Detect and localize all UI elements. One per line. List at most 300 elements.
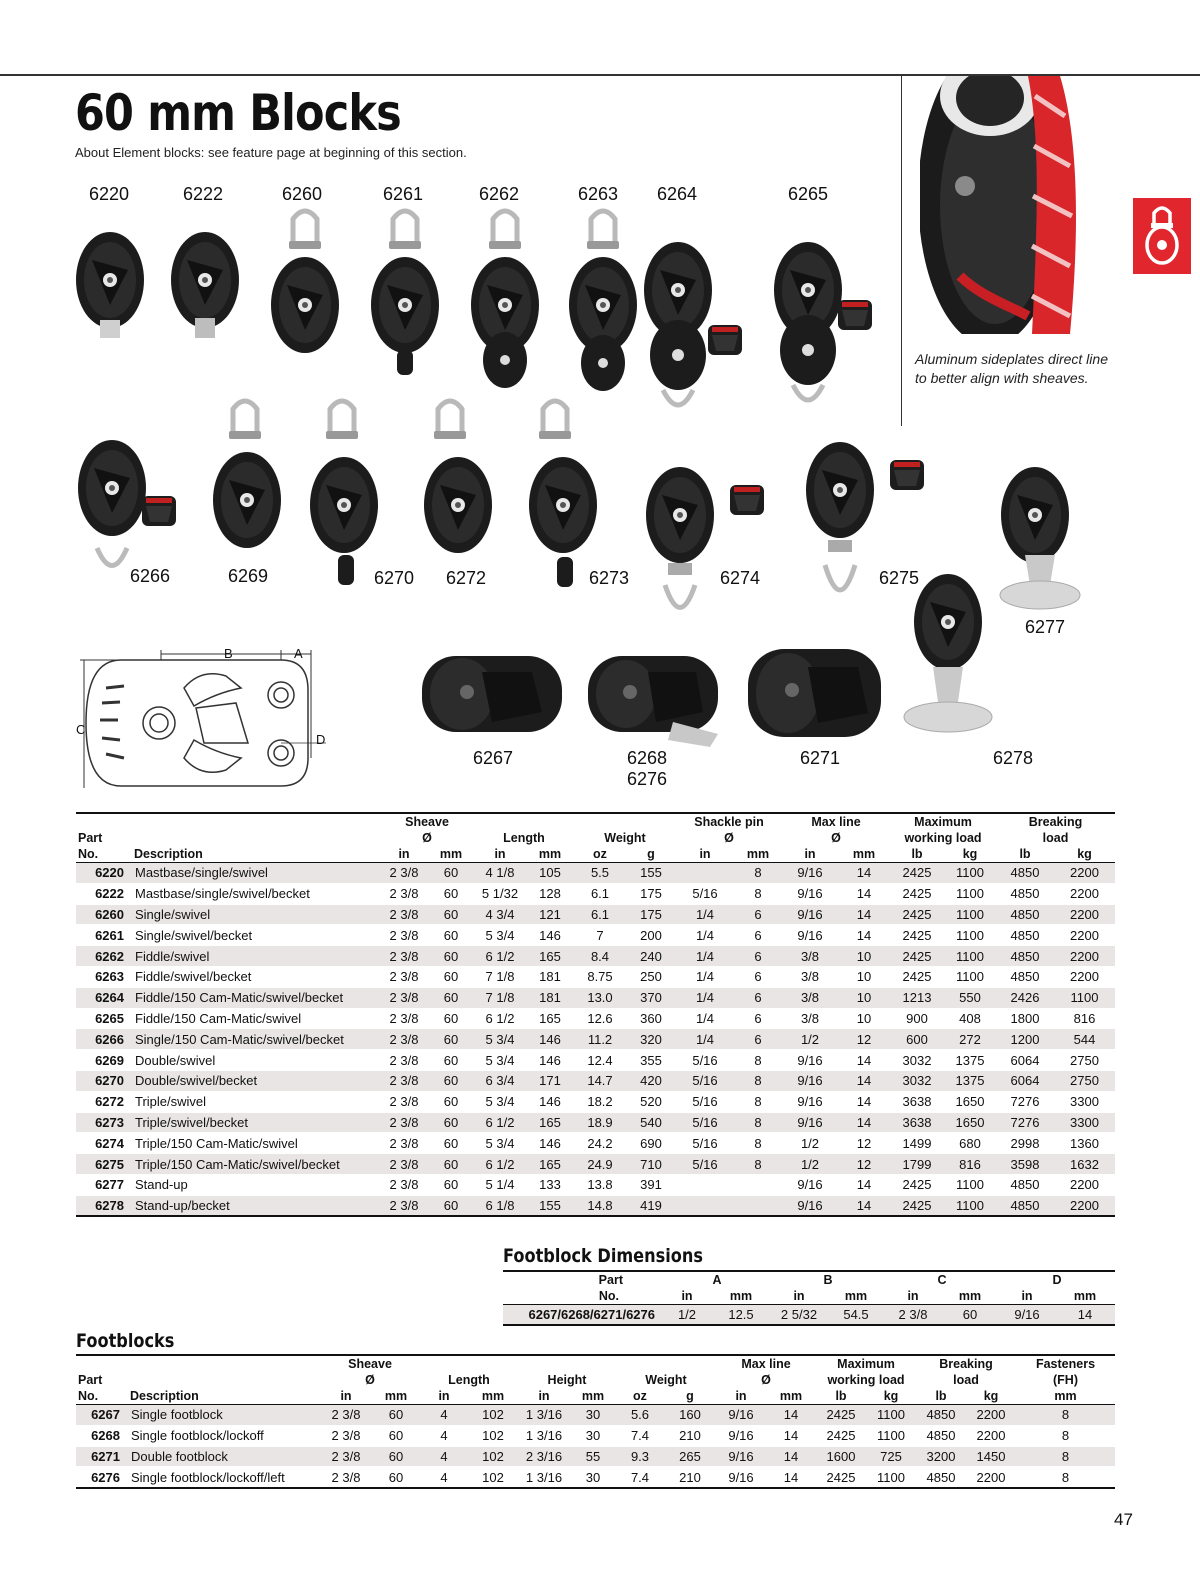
unit-header: lb [816,1388,866,1405]
value-cell: 8 [734,1133,782,1154]
value-cell: 3/8 [782,966,838,987]
value-cell [676,1174,734,1195]
part-number: 6263 [76,966,132,987]
value-cell: 1375 [944,1070,996,1091]
value-cell: 60 [428,1195,474,1216]
value-cell: 12.4 [574,1050,626,1071]
unit-header: in [771,1288,827,1305]
value-cell: 2425 [890,863,944,884]
value-cell: 7 [574,925,626,946]
product-label: 6266 [130,566,171,586]
table-row [76,987,1115,1008]
unit-header: oz [616,1388,664,1405]
unit-header: mm [428,846,474,863]
value-cell: 14 [766,1467,816,1488]
table-row [503,1305,1115,1326]
header-weight: Weight [604,831,646,845]
product-label: 6270 [374,568,415,588]
product-label: 6272 [446,568,487,588]
table-row [76,1070,1115,1091]
value-cell: 10 [838,966,890,987]
description-cell: Single/swivel [132,904,380,925]
value-cell: 7 1/8 [474,987,526,1008]
value-cell: 2 3/8 [380,863,428,884]
value-cell: 3/8 [782,946,838,967]
value-cell: 6 3/4 [474,1070,526,1091]
value-cell: 146 [526,1133,574,1154]
value-cell [676,1195,734,1216]
value-cell: 2 3/8 [380,987,428,1008]
value-cell: 3300 [1054,1091,1115,1112]
value-cell: 1650 [944,1091,996,1112]
description-cell: Double/swivel [132,1050,380,1071]
value-cell: 14.8 [574,1195,626,1216]
value-cell: 1/2 [782,1154,838,1175]
block-image-6265 [768,210,898,425]
value-cell: 5 3/4 [474,925,526,946]
table-row [76,1008,1115,1029]
value-cell: 2426 [996,987,1054,1008]
table-row [76,966,1115,987]
value-cell: 680 [944,1133,996,1154]
product-label: 6222 [183,184,224,204]
description-cell: Single/swivel/becket [132,925,380,946]
value-cell: 210 [664,1467,716,1488]
unit-header: g [664,1388,716,1405]
unit-header: in [420,1388,468,1405]
value-cell: 2 3/8 [380,966,428,987]
value-cell: 12.6 [574,1008,626,1029]
value-cell: 14 [838,1070,890,1091]
description-cell: Double/swivel/becket [132,1070,380,1091]
block-image-6278 [900,552,995,747]
table-row [76,1425,1115,1446]
product-label: 6278 [993,748,1034,768]
part-number: 6274 [76,1133,132,1154]
value-cell: 60 [428,1112,474,1133]
fb-header-breaking-2: load [953,1373,979,1387]
value-cell: 725 [866,1446,916,1467]
value-cell: 2 3/8 [380,1195,428,1216]
table-row [76,1050,1115,1071]
part-number: 6272 [76,1091,132,1112]
unit-header: oz [574,846,626,863]
part-number: 6266 [76,1029,132,1050]
diagram-label-d: D [316,732,326,747]
value-cell: 1100 [944,925,996,946]
value-cell: 2 3/8 [380,1050,428,1071]
dim-header-c: C [885,1271,999,1288]
product-label: 6269 [228,566,269,586]
value-cell: 13.0 [574,987,626,1008]
header-breaking: Breaking [996,813,1115,830]
header-sheave: Sheave [380,813,474,830]
value-cell: 2 3/8 [320,1405,372,1426]
value-cell: 3032 [890,1050,944,1071]
table-row [76,946,1115,967]
value-cell: 1800 [996,1008,1054,1029]
header-mwl-2: working load [904,831,982,845]
unit-header: in [663,1288,711,1305]
value-cell: 5/16 [676,1112,734,1133]
value-cell: 175 [626,883,676,904]
value-cell: 5 3/4 [474,1091,526,1112]
block-image-6262 [465,205,545,400]
value-cell: 200 [626,925,676,946]
description-cell: Fiddle/150 Cam-Matic/swivel/becket [132,987,380,1008]
part-number: 6273 [76,1112,132,1133]
value-cell: 2425 [816,1467,866,1488]
value-cell: 102 [468,1425,518,1446]
value-cell: 2 3/16 [518,1446,570,1467]
value-cell: 24.9 [574,1154,626,1175]
value-cell: 2 3/8 [885,1305,941,1326]
value-cell: 60 [428,987,474,1008]
value-cell: 14.7 [574,1070,626,1091]
unit-header: lb [996,846,1054,863]
value-cell: 1/4 [676,966,734,987]
value-cell: 1100 [944,883,996,904]
description-cell: Fiddle/swivel/becket [132,966,380,987]
value-cell: 408 [944,1008,996,1029]
value-cell: 60 [428,925,474,946]
description-cell: Single footblock/lockoff [128,1425,320,1446]
value-cell: 1100 [944,863,996,884]
value-cell: 2998 [996,1133,1054,1154]
value-cell: 14 [838,1195,890,1216]
fb-header-weight: Weight [645,1373,687,1387]
block-image-6263 [563,205,643,410]
fb-header-mwl-2: working load [827,1373,905,1387]
unit-header: mm [766,1388,816,1405]
value-cell: 2425 [890,925,944,946]
value-cell: 2 3/8 [380,1154,428,1175]
unit-header: in [782,846,838,863]
product-label: 6268 [627,748,668,768]
value-cell: 1/4 [676,904,734,925]
value-cell: 14 [838,1174,890,1195]
value-cell: 7.4 [616,1467,664,1488]
hero-image [920,76,1100,334]
value-cell: 146 [526,1029,574,1050]
table-row [76,1467,1115,1488]
footblocks-spec-table [76,1354,1115,1489]
value-cell: 6 [734,987,782,1008]
value-cell: 544 [1054,1029,1115,1050]
table-row [76,925,1115,946]
value-cell: 9/16 [716,1425,766,1446]
value-cell: 9/16 [999,1305,1055,1326]
value-cell: 816 [944,1154,996,1175]
value-cell: 60 [428,1091,474,1112]
value-cell: 30 [570,1405,616,1426]
value-cell: 2750 [1054,1070,1115,1091]
value-cell: 1100 [944,1195,996,1216]
value-cell: 6 [734,904,782,925]
part-number: 6220 [76,863,132,884]
value-cell: 9/16 [782,925,838,946]
value-cell: 181 [526,987,574,1008]
value-cell: 272 [944,1029,996,1050]
product-label: 6273 [589,568,630,588]
value-cell: 60 [428,1070,474,1091]
value-cell: 1100 [1054,987,1115,1008]
value-cell: 2 3/8 [380,904,428,925]
footblock-dimension-diagram [76,648,326,788]
value-cell: 12 [838,1154,890,1175]
value-cell: 1/2 [663,1305,711,1326]
value-cell: 4 3/4 [474,904,526,925]
value-cell: 4850 [996,966,1054,987]
block-image-6220 [70,210,150,345]
table-row [76,1154,1115,1175]
block-image-6274 [640,445,790,635]
value-cell: 7276 [996,1091,1054,1112]
unit-header: in [474,846,526,863]
value-cell: 3/8 [782,987,838,1008]
value-cell: 2425 [816,1405,866,1426]
value-cell: 1100 [944,904,996,925]
table-row [76,1174,1115,1195]
value-cell: 2200 [966,1405,1016,1426]
product-label: 6265 [788,184,829,204]
value-cell: 391 [626,1174,676,1195]
value-cell: 60 [428,883,474,904]
product-label: 6261 [383,184,424,204]
value-cell: 30 [570,1425,616,1446]
value-cell: 9/16 [782,1091,838,1112]
block-image-6277 [995,445,1085,620]
block-image-6261 [365,205,445,385]
value-cell: 6.1 [574,883,626,904]
part-number: 6264 [76,987,132,1008]
dim-header-part: Part [503,1271,663,1288]
value-cell: 14 [1055,1305,1115,1326]
diagram-label-c: C [76,722,86,737]
fb-header-sheave-sym: Ø [365,1373,375,1387]
value-cell: 1100 [866,1467,916,1488]
value-cell: 165 [526,946,574,967]
value-cell: 4850 [996,904,1054,925]
footblocks-title: Footblocks [76,1330,175,1352]
fb-header-mwl: Maximum [816,1355,916,1372]
value-cell: 8.4 [574,946,626,967]
unit-header: lb [890,846,944,863]
part-number: 6260 [76,904,132,925]
unit-header: kg [944,846,996,863]
unit-header: in [716,1388,766,1405]
value-cell: 60 [372,1425,420,1446]
value-cell: 4850 [996,1174,1054,1195]
product-label: 6276 [627,769,668,789]
value-cell: 165 [526,1008,574,1029]
description-cell: Fiddle/150 Cam-Matic/swivel [132,1008,380,1029]
value-cell: 3/8 [782,1008,838,1029]
dim-header-part-no: No. [503,1288,663,1305]
part-number: 6276 [76,1467,128,1488]
unit-header: in [999,1288,1055,1305]
value-cell [676,863,734,884]
value-cell: 9/16 [782,883,838,904]
value-cell: 9/16 [782,1050,838,1071]
description-cell: Single/150 Cam-Matic/swivel/becket [132,1029,380,1050]
description-cell: Triple/swivel/becket [132,1112,380,1133]
block-image-6269 [205,395,290,570]
header-mwl: Maximum [890,813,996,830]
fb-header-part-no: No. [76,1388,128,1405]
value-cell: 2 3/8 [380,1133,428,1154]
value-cell: 160 [664,1405,716,1426]
value-cell: 3200 [916,1446,966,1467]
header-breaking-2: load [1042,831,1069,845]
value-cell: 2425 [890,904,944,925]
value-cell: 3638 [890,1091,944,1112]
table-row [76,904,1115,925]
value-cell: 5/16 [676,1154,734,1175]
unit-header: mm [838,846,890,863]
value-cell: 60 [428,904,474,925]
shackle-block-icon [1133,198,1191,274]
value-cell: 2425 [890,946,944,967]
unit-header: kg [866,1388,916,1405]
part-number: 6267/6268/6271/6276 [503,1305,663,1326]
value-cell: 181 [526,966,574,987]
unit-header: lb [916,1388,966,1405]
value-cell: 1600 [816,1446,866,1467]
value-cell: 6 1/2 [474,1112,526,1133]
table-row [76,883,1115,904]
value-cell: 2200 [1054,925,1115,946]
value-cell: 690 [626,1133,676,1154]
value-cell: 8 [734,1112,782,1133]
block-image-6264 [638,205,768,425]
description-cell: Triple/150 Cam-Matic/swivel [132,1133,380,1154]
value-cell: 60 [372,1446,420,1467]
product-label: 6262 [479,184,520,204]
block-image-6272 [410,395,510,570]
value-cell: 1/2 [782,1133,838,1154]
value-cell: 14 [838,863,890,884]
value-cell: 4 [420,1405,468,1426]
value-cell: 60 [428,1154,474,1175]
value-cell: 520 [626,1091,676,1112]
value-cell: 5.6 [616,1405,664,1426]
unit-header: kg [1054,846,1115,863]
description-cell: Single footblock/lockoff/left [128,1467,320,1488]
value-cell: 14 [766,1446,816,1467]
value-cell: 18.2 [574,1091,626,1112]
value-cell: 8 [1016,1446,1115,1467]
value-cell: 171 [526,1070,574,1091]
value-cell: 1 3/16 [518,1467,570,1488]
value-cell: 60 [428,1050,474,1071]
unit-header: in [320,1388,372,1405]
product-label: 6220 [89,184,130,204]
table-row [76,1446,1115,1467]
header-shackle-sym: Ø [724,831,734,845]
value-cell: 155 [526,1195,574,1216]
value-cell: 2200 [1054,1174,1115,1195]
value-cell: 11.2 [574,1029,626,1050]
value-cell: 2 5/32 [771,1305,827,1326]
fb-header-maxline-sym: Ø [761,1373,771,1387]
value-cell: 6 [734,1008,782,1029]
product-label: 6267 [473,748,514,768]
value-cell: 60 [372,1405,420,1426]
value-cell: 60 [428,863,474,884]
value-cell: 1 3/16 [518,1425,570,1446]
value-cell: 2200 [1054,966,1115,987]
description-cell: Stand-up/becket [132,1195,380,1216]
unit-header: mm [734,846,782,863]
table-row [76,1405,1115,1426]
value-cell: 2 3/8 [320,1425,372,1446]
value-cell: 6 [734,925,782,946]
product-label: 6263 [578,184,619,204]
value-cell: 6064 [996,1070,1054,1091]
value-cell: 9/16 [782,1195,838,1216]
value-cell: 2200 [966,1425,1016,1446]
description-cell: Single footblock [128,1405,320,1426]
value-cell: 165 [526,1154,574,1175]
value-cell: 10 [838,946,890,967]
value-cell: 9/16 [782,1112,838,1133]
value-cell: 146 [526,1050,574,1071]
value-cell: 24.2 [574,1133,626,1154]
header-shackle: Shackle pin [676,813,782,830]
value-cell: 1100 [944,966,996,987]
value-cell: 9/16 [782,1174,838,1195]
value-cell: 18.9 [574,1112,626,1133]
product-label: 6274 [720,568,761,588]
fb-header-fasteners: Fasteners [1016,1355,1115,1372]
part-number: 6267 [76,1405,128,1426]
unit-header: mm [827,1288,885,1305]
value-cell: 600 [890,1029,944,1050]
unit-header: mm [526,846,574,863]
value-cell: 12 [838,1029,890,1050]
value-cell: 4850 [996,946,1054,967]
value-cell: 1 3/16 [518,1405,570,1426]
unit-header: in [380,846,428,863]
value-cell: 1213 [890,987,944,1008]
table-row [76,1029,1115,1050]
value-cell: 1499 [890,1133,944,1154]
value-cell: 8 [734,1050,782,1071]
unit-header: in [518,1388,570,1405]
value-cell: 1375 [944,1050,996,1071]
value-cell: 14 [838,883,890,904]
table-row [76,863,1115,884]
value-cell: 4 [420,1425,468,1446]
value-cell: 2 3/8 [380,946,428,967]
value-cell: 6 [734,966,782,987]
value-cell: 2 3/8 [380,1029,428,1050]
value-cell: 9/16 [716,1405,766,1426]
value-cell: 2200 [1054,863,1115,884]
value-cell: 1632 [1054,1154,1115,1175]
value-cell: 3032 [890,1070,944,1091]
product-label: 6277 [1025,617,1066,637]
block-image-6222 [165,210,245,345]
value-cell: 900 [890,1008,944,1029]
unit-header: mm [711,1288,771,1305]
page-number: 47 [1114,1510,1133,1529]
value-cell: 240 [626,946,676,967]
block-image-6266 [72,418,202,588]
value-cell: 2200 [1054,946,1115,967]
value-cell [734,1195,782,1216]
